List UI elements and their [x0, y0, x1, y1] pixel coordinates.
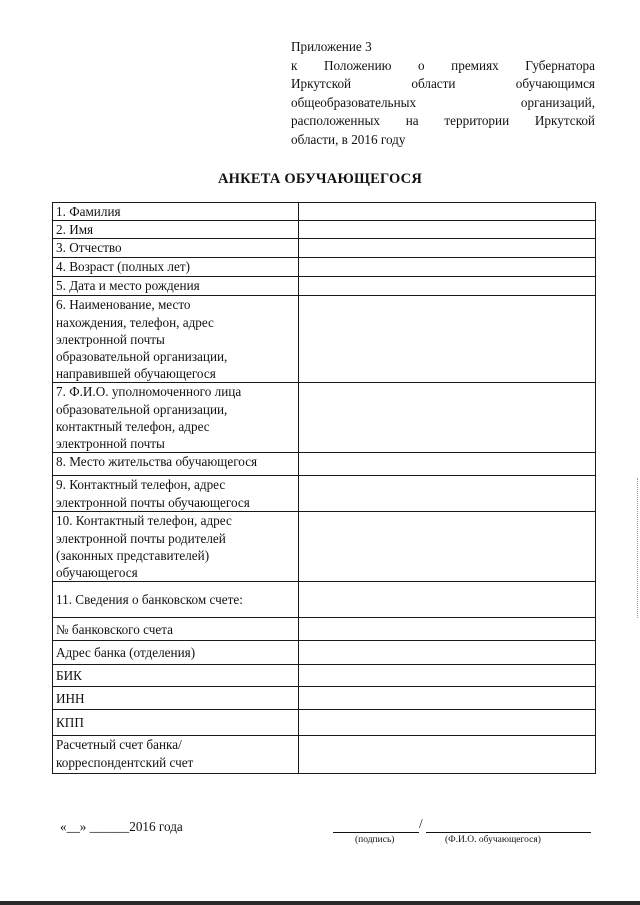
field-label-line: 9. Контактный телефон, адрес [56, 477, 226, 493]
field-label-line: 7. Ф.И.О. уполномоченного лица [56, 384, 242, 400]
field-value[interactable] [299, 277, 596, 296]
field-label-line: № банковского счета [56, 621, 173, 637]
field-value[interactable] [299, 239, 596, 258]
field-label-line: 5. Дата и место рождения [56, 278, 200, 294]
field-value[interactable] [299, 641, 596, 665]
field-label-line: образовательной организации, [56, 349, 228, 365]
name-caption: (Ф.И.О. обучающегося) [445, 835, 541, 845]
document-title: АНКЕТА ОБУЧАЮЩЕГОСЯ [217, 171, 423, 187]
appendix-line-1: Приложение 3 [291, 39, 372, 54]
field-value[interactable] [299, 258, 596, 277]
form-row [53, 710, 596, 736]
field-label-line: 4. Возраст (полных лет) [56, 259, 190, 275]
field-value[interactable] [299, 453, 596, 476]
form-row [53, 736, 596, 774]
field-value[interactable] [299, 512, 596, 582]
appendix-header [291, 38, 595, 150]
appendix-line-3: Иркутской области обучающимся [291, 76, 595, 92]
form-row [53, 618, 596, 641]
field-label-line: направившей обучающегося [56, 366, 216, 382]
form-row [53, 582, 596, 618]
field-value[interactable] [299, 476, 596, 512]
appendix-line-4: общеобразовательных организаций, [291, 94, 595, 110]
field-value[interactable] [299, 687, 596, 710]
appendix-line-2: к Положению о премиях Губернатора [291, 57, 595, 73]
field-label [53, 687, 299, 710]
field-label-line: 1. Фамилия [56, 204, 121, 219]
field-label [53, 476, 299, 512]
appendix-line-5: расположенных на территории Иркутской [291, 113, 595, 129]
form-row [53, 453, 596, 476]
field-label [53, 453, 299, 476]
field-label [53, 203, 299, 221]
form-row [53, 665, 596, 687]
field-value[interactable] [299, 665, 596, 687]
questionnaire-table [52, 202, 596, 774]
field-label-line: нахождения, телефон, адрес [56, 314, 214, 330]
field-label [53, 221, 299, 239]
field-label-line: электронной почты обучающегося [56, 494, 250, 510]
field-label-line: (законных представителей) [56, 547, 210, 563]
field-label-line: образовательной организации, [56, 401, 228, 417]
signature-area [333, 818, 595, 858]
form-row [53, 277, 596, 296]
field-label-line: 10. Контактный телефон, адрес [56, 513, 232, 529]
form-row [53, 641, 596, 665]
field-label-line: корреспондентский счет [56, 754, 194, 770]
form-row [53, 383, 596, 453]
field-label-line: БИК [56, 668, 82, 684]
form-row [53, 239, 596, 258]
field-label [53, 582, 299, 618]
field-value[interactable] [299, 710, 596, 736]
field-label [53, 641, 299, 665]
field-label [53, 665, 299, 687]
form-row [53, 258, 596, 277]
form-row [53, 203, 596, 221]
field-label-line: 6. Наименование, место [56, 297, 191, 313]
form-row [53, 476, 596, 512]
signature-line [333, 832, 419, 833]
field-label-line: 3. Отчество [56, 240, 122, 256]
questionnaire-body [53, 203, 596, 774]
field-label [53, 258, 299, 277]
field-value[interactable] [299, 582, 596, 618]
field-value[interactable] [299, 296, 596, 383]
form-row [53, 296, 596, 383]
field-label-line: Расчетный счет банка/ [56, 737, 182, 753]
field-label [53, 383, 299, 453]
field-label [53, 239, 299, 258]
field-value[interactable] [299, 736, 596, 774]
field-label-line: 8. Место жительства обучающегося [56, 454, 258, 470]
field-value[interactable] [299, 618, 596, 641]
form-row [53, 512, 596, 582]
field-label [53, 277, 299, 296]
appendix-line-6: области, в 2016 году [291, 131, 406, 147]
field-label [53, 710, 299, 736]
field-label-line: обучающегося [56, 565, 138, 581]
date-line: «__» ______2016 года [60, 819, 183, 834]
field-label-line: КПП [56, 715, 84, 731]
field-label [53, 296, 299, 383]
signature-caption: (подпись) [355, 835, 395, 845]
field-label-line: электронной почты [56, 331, 165, 347]
scan-edge [0, 901, 640, 905]
scan-artifact [635, 478, 638, 618]
form-row [53, 221, 596, 239]
field-value[interactable] [299, 221, 596, 239]
field-label [53, 512, 299, 582]
field-value[interactable] [299, 383, 596, 453]
field-label [53, 736, 299, 774]
field-label-line: ИНН [56, 690, 85, 706]
field-label-line: 11. Сведения о банковском счете: [56, 592, 243, 608]
field-label [53, 618, 299, 641]
field-label-line: электронной почты родителей [56, 530, 226, 546]
name-line [426, 832, 591, 833]
form-row [53, 687, 596, 710]
field-label-line: контактный телефон, адрес [56, 418, 210, 434]
signature-separator: / [419, 816, 423, 831]
field-label-line: Адрес банка (отделения) [56, 645, 196, 661]
field-value[interactable] [299, 203, 596, 221]
field-label-line: электронной почты [56, 436, 165, 452]
field-label-line: 2. Имя [56, 222, 94, 238]
